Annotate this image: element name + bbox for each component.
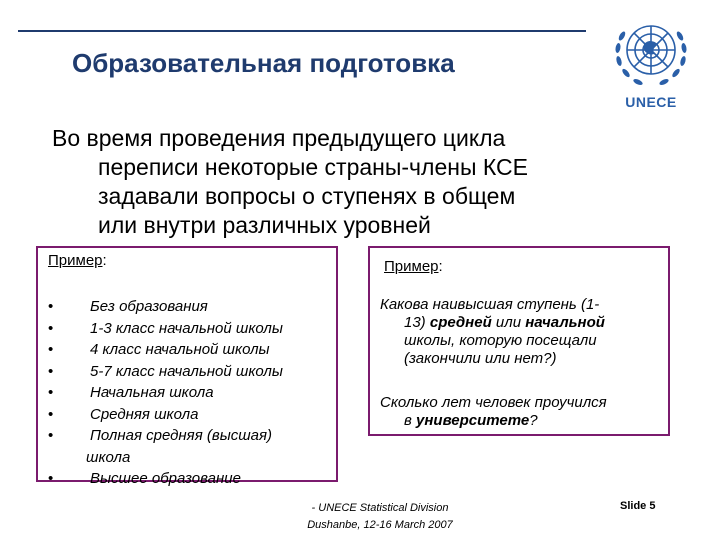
un-emblem-icon xyxy=(604,8,698,94)
bullet-icon: • xyxy=(48,298,54,315)
slide-title: Образовательная подготовка xyxy=(72,48,455,78)
example-heading: Пример: xyxy=(384,258,443,275)
un-emblem-logo xyxy=(604,8,698,120)
title-rule xyxy=(18,30,586,32)
intro-line: Во время проведения предыдущего цикла xyxy=(52,125,506,151)
bullet-icon: • xyxy=(48,427,54,444)
footer-source xyxy=(290,500,470,534)
list-item: • 5-7 класс начальной школы xyxy=(48,361,283,383)
list-item: • Высшее образование xyxy=(48,468,283,490)
intro-line: задавали вопросы о ступенях в общем xyxy=(98,183,516,209)
intro-line: переписи некоторые страны-члены КСЕ xyxy=(98,154,528,180)
list-item: • 4 класс начальной школы xyxy=(48,339,283,361)
intro-line: или внутри различных уровней xyxy=(98,212,431,238)
footer-event: Dushanbe, 12-16 March 2007 xyxy=(307,519,453,531)
example-heading: Пример: xyxy=(48,252,107,269)
question-highest-level: Какова наивысшая ступень (1- 13) средней или начальной школы, которую посещали (закончили или нет?) xyxy=(380,296,605,367)
bullet-icon: • xyxy=(48,319,54,337)
bullet-icon: • xyxy=(48,405,54,423)
bullet-icon: • xyxy=(48,470,54,487)
list-item: • 1-3 класс начальной школы xyxy=(48,318,283,340)
education-level-list xyxy=(48,296,283,490)
list-item-continuation: школа xyxy=(86,448,131,466)
footer-division: - UNECE Statistical Division xyxy=(311,502,449,514)
bullet-icon: • xyxy=(48,362,54,380)
bullet-icon: • xyxy=(48,384,54,401)
example-box-questions xyxy=(368,246,670,436)
list-item: • Без образования xyxy=(48,296,283,318)
list-item: • Средняя школа xyxy=(48,404,283,426)
slide-number: Slide 5 xyxy=(620,500,656,512)
question-university-years: Сколько лет человек проучился в университете? xyxy=(380,394,607,429)
list-item: • Начальная школа xyxy=(48,382,283,404)
list-item: • Полная средняя (высшая) школа xyxy=(48,425,283,468)
intro-paragraph xyxy=(52,124,652,240)
bullet-icon: • xyxy=(48,341,54,358)
unece-logo-text: UNECE xyxy=(625,94,677,110)
example-box-levels xyxy=(36,246,338,487)
